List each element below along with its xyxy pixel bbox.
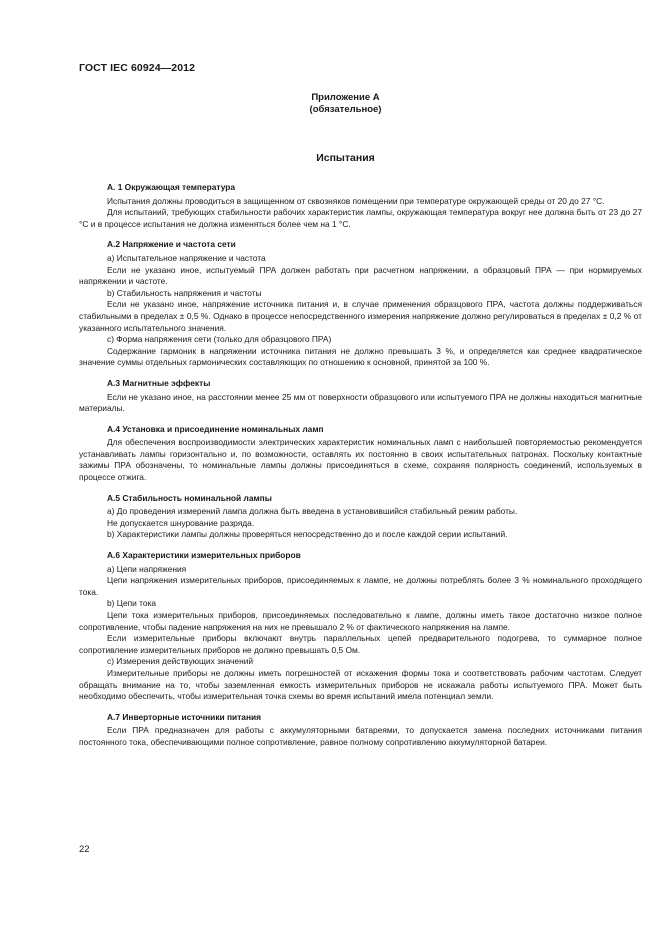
paragraph: Измерительные приборы не должны иметь погрешностей от искажения формы тока и соответствовать рабочим частотам. Следует обращать внимание на то, чтобы заземленная емкость измерительных приборов не искажала работы испытуемого ПРА. Может быть необходимо обеспечить, чтобы измерительная точка схемы во время испытаний имела потенциал земли. (79, 667, 642, 702)
list-item: с) Измерения действующих значений (107, 656, 254, 667)
list-item: b) Стабильность напряжения и частоты (107, 287, 262, 298)
heading-a3: А.3 Магнитные эффекты (107, 377, 211, 388)
heading-a2: А.2 Напряжение и частота сети (107, 239, 236, 250)
list-item: b) Цепи тока (107, 598, 157, 609)
heading-a7: А.7 Инверторные источники питания (107, 711, 262, 722)
appendix-title: Приложение А (311, 92, 380, 103)
list-item: а) До проведения измерений лампа должна быть введена в установившийся стабильный режим работы. (107, 506, 518, 517)
page-number: 22 (79, 844, 90, 855)
paragraph: Если не указано иное, напряжение источника питания и, в случае применения образцового ПРА, частота должны поддерживаться стабильными в пределах ± 0,5 %. Однако в процессе непосредственного измерения напряжение должно регулироваться в пределах ± 0,2 % от указанного испытательного значения. (79, 299, 642, 333)
paragraph: Если не указано иное, испытуемый ПРА должен работать при расчетном напряжении, а образцовый ПРА — при нормируемых напряжении и частоте. (79, 264, 642, 287)
document-body (79, 182, 642, 749)
list-item: b) Характеристики лампы должны проверяться непосредственно до и после каждой серии испытаний. (107, 529, 508, 540)
section-title: Испытания (316, 152, 375, 164)
appendix-label (0, 92, 661, 116)
paragraph: Если не указано иное, на расстоянии менее 25 мм от поверхности образцового или испытуемого ПРА не должны находиться магнитные материалы. (79, 391, 642, 414)
paragraph: Для испытаний, требующих стабильности рабочих характеристик лампы, окружающая температура вокруг нее должна быть от 23 до 27 °С и в процессе испытания не должна изменяться более чем на 1 °С. (79, 207, 642, 229)
list-item: с) Форма напряжения сети (только для образцового ПРА) (107, 334, 332, 345)
heading-a1: А. 1 Окружающая температура (107, 182, 236, 192)
paragraph: Испытания должны проводиться в защищенном от сквозняков помещении при температуре окружающей среды от 20 до 27 °С. (107, 195, 605, 206)
standard-header: ГОСТ IEC 60924—2012 (79, 62, 196, 74)
paragraph: Если ПРА предназначен для работы с аккумуляторными батареями, то допускается замена последних источниками питания постоянного тока, обеспечивающими полное сопротивление, равное полному сопротивлению аккумуляторной батареи. (79, 725, 642, 747)
list-item: а) Испытательное напряжение и частота (107, 252, 266, 263)
paragraph: Цепи напряжения измерительных приборов, присоединяемых к лампе, не должны потреблять более 3 % номинального проходящего тока. (79, 575, 642, 597)
heading-a5: А.5 Стабильность номинальной лампы (107, 492, 272, 503)
paragraph: Для обеспечения воспроизводимости электрических характеристик номинальных ламп с наибольшей повторяемостью рекомендуется устанавливать лампы горизонтально и, по возможности, оставлять их постоянно в своих испытательных патронах. Поскольку контактные зажимы ПРА обозначены, то номинальные лампы должны присоединяться в схеме, сохраняя полярность соединений, используемых в процессе отжига. (79, 437, 642, 483)
paragraph: Содержание гармоник в напряжении источника питания не должно превышать 3 %, и определяется как среднее квадратическое значение суммы отдельных гармонических составляющих по отношению к основной, принятой за 100 %. (79, 345, 642, 368)
paragraph: Если измерительные приборы включают внутрь параллельных цепей предварительного подогрева, то суммарное полное сопротивление измерительных приборов не должно превышать 0,5 Ом. (79, 633, 642, 655)
heading-a4: А.4 Установка и присоединение номинальных ламп (107, 423, 324, 434)
appendix-status: (обязательное) (309, 104, 382, 115)
heading-a6: А.6 Характеристики измерительных приборов (107, 550, 301, 561)
paragraph: Не допускается шнурование разряда. (107, 517, 255, 528)
paragraph: Цепи тока измерительных приборов, присоединяемых последовательно к лампе, должны иметь такое достаточно низкое полное сопротивление, чтобы падение напряжения на них не превышало 2 % от фактического напряжения на лампе. (79, 610, 642, 632)
list-item: а) Цепи напряжения (107, 563, 187, 574)
